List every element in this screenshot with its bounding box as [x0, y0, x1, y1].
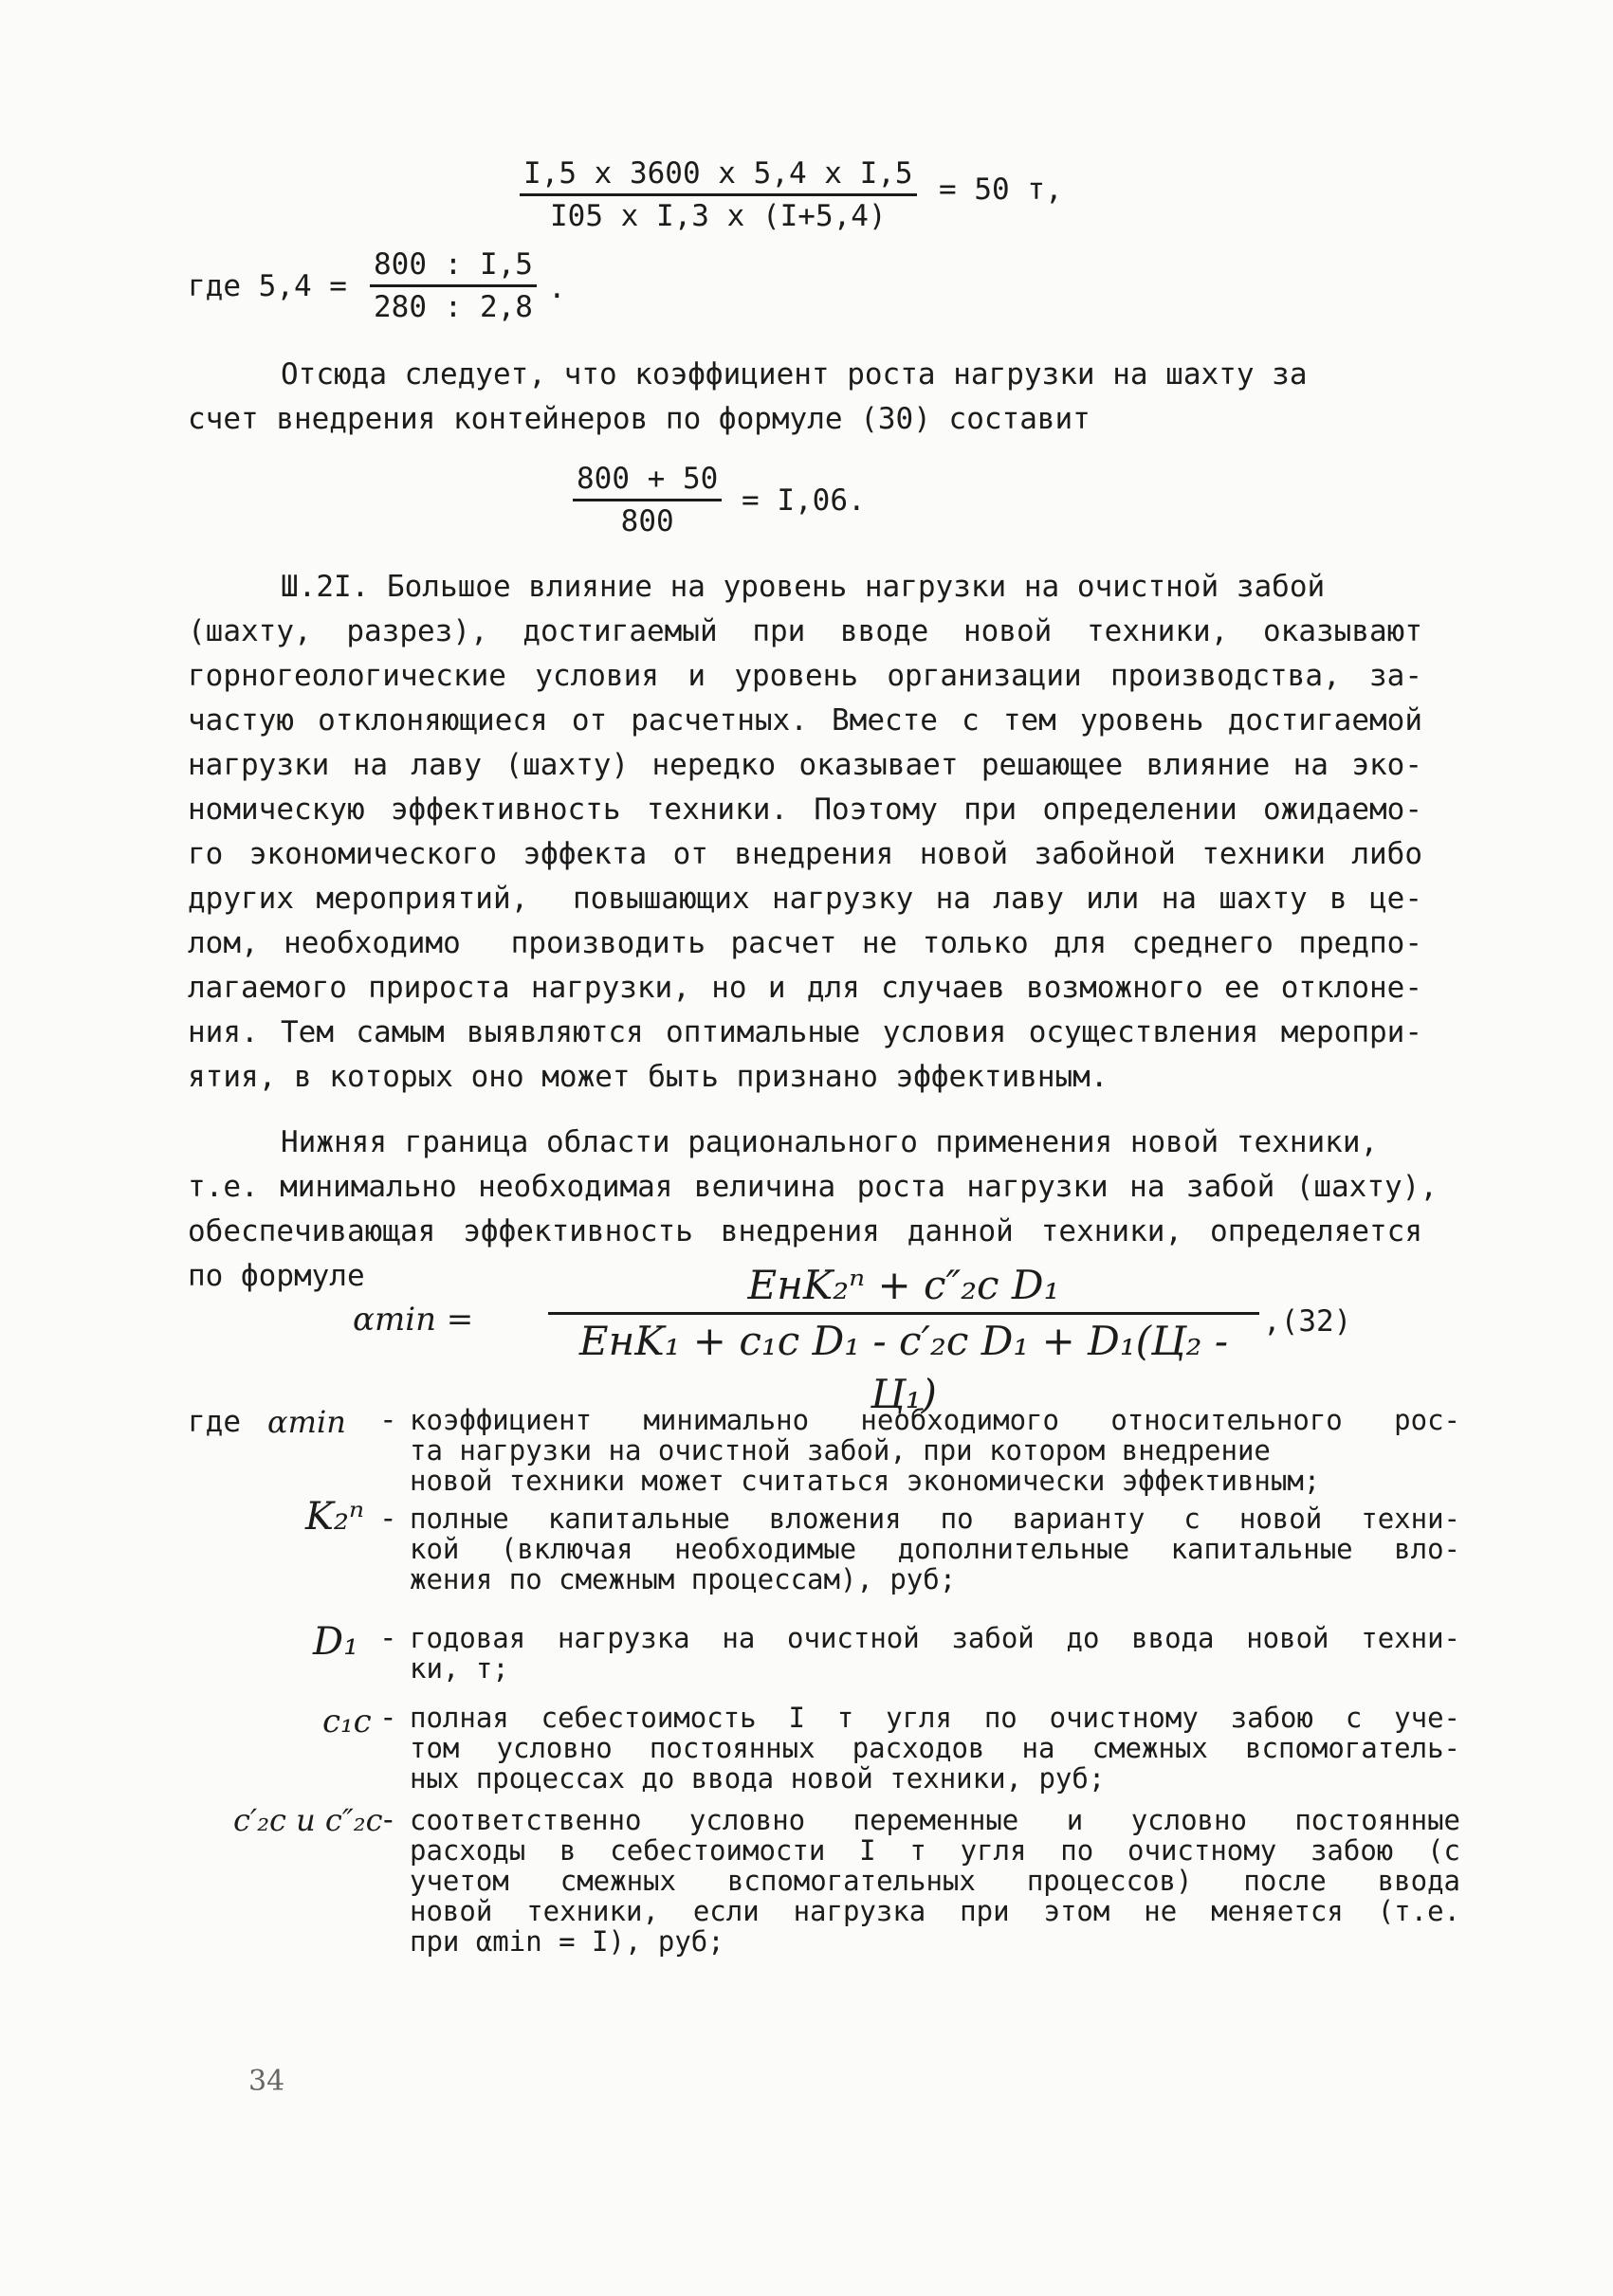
def-1-symbol: αmin: [267, 1404, 346, 1440]
def-4-dash: -: [379, 1701, 397, 1735]
where-1-denominator: 280 : 2,8: [374, 290, 533, 324]
def-2-line-1: полные капитальные вложения по варианту с новой техни-: [410, 1503, 1460, 1535]
formula-1-numerator: I,5 x 3600 x 5,4 x I,5: [520, 154, 917, 196]
def-4-symbol: c₁c: [322, 1703, 372, 1740]
para-2-line-1: Ш.2I. Большое влияние на уровень нагрузки на очистной забой: [281, 570, 1326, 604]
para-2-line-2: (шахту, разрез), достигаемый при вводе новой техники, оказывают: [188, 614, 1422, 648]
def-3: [410, 1623, 1460, 1684]
def-1-line-2: та нагрузки на очистной забой, при котором внедрение: [410, 1434, 1271, 1467]
def-3-line-1: годовая нагрузка на очистной забой до ввода новой техни-: [410, 1622, 1460, 1654]
def-5-line-2: расходы в себестоимости I т угля по очистному забою (с: [410, 1834, 1460, 1867]
def-3-dash: -: [379, 1621, 397, 1655]
para-1-line-1: Отсюда следует, что коэффициент роста нагрузки на шахту за: [281, 357, 1308, 392]
def-5-line-4: новой техники, если нагрузка при этом не меняется (т.е.: [410, 1895, 1460, 1927]
para-2-line-6: номическую эффективность техники. Поэтому при определении ожидаемо-: [188, 793, 1422, 827]
para-2-line-10: лагаемого прироста нагрузки, но и для случаев возможного ее отклоне-: [188, 971, 1422, 1005]
formula-32-denominator: EнK₁ + c₁c D₁ - c′₂c D₁ + D₁(Ц₂ - Ц₁): [578, 1318, 1229, 1417]
def-5-symbol: c′₂c и c″₂c: [233, 1802, 383, 1838]
where-1-numerator: 800 : I,5: [370, 245, 537, 287]
def-2: [410, 1503, 1460, 1594]
def-4-line-3: ных процессах до ввода новой техники, руб;: [410, 1762, 1106, 1795]
def-5: [410, 1805, 1460, 1957]
para-2-line-9: лом, необходимо производить расчет не только для среднего предпо-: [188, 926, 1422, 960]
def-5-line-5: при αmin = I), руб;: [410, 1925, 724, 1958]
para-2-line-11: ния. Тем самым выявляются оптимальные условия осуществления меропри-: [188, 1015, 1422, 1049]
def-3-symbol: D₁: [313, 1620, 359, 1664]
para-2-line-8: других мероприятий, повышающих нагрузку на лаву или на шахту в це-: [188, 882, 1422, 916]
formula-32: [548, 1259, 1259, 1421]
def-2-symbol: K₂ⁿ: [305, 1495, 365, 1539]
formula-2: [573, 459, 722, 541]
para-3-line-4: по формуле: [188, 1259, 365, 1293]
para-3-line-3: обеспечивающая эффективность внедрения данной техники, определяется: [188, 1214, 1422, 1248]
para-1-line-2: счет внедрения контейнеров по формуле (30) составит: [188, 402, 1091, 436]
page-number: 34: [248, 2065, 285, 2098]
formula-1-result: = 50 т,: [939, 173, 1063, 207]
def-2-line-2: кой (включая необходимые дополнительные капитальные вло-: [410, 1533, 1460, 1565]
def-1-line-3: новой техники может считаться экономически эффективным;: [410, 1465, 1321, 1497]
def-5-line-1: соответственно условно переменные и условно постоянные: [410, 1804, 1460, 1836]
para-2-line-5: нагрузки на лаву (шахту) нередко оказывает решающее влияние на эко-: [188, 748, 1422, 782]
para-2-line-7: го экономического эффекта от внедрения новой забойной техники либо: [188, 837, 1422, 871]
def-2-dash: -: [379, 1502, 397, 1536]
def-4-line-2: том условно постоянных расходов на смежных вспомогатель-: [410, 1732, 1460, 1764]
def-1-line-1: коэффициент минимально необходимого относительного рос-: [410, 1404, 1460, 1436]
def-2-line-3: жения по смежным процессам), руб;: [410, 1563, 957, 1595]
formula-32-lhs: αmin =: [353, 1301, 474, 1339]
formula-1-denominator: I05 x I,3 x (I+5,4): [550, 199, 887, 233]
para-3-line-1: Нижняя граница области рационального применения новой техники,: [281, 1125, 1379, 1159]
def-1-dash: -: [379, 1403, 397, 1437]
where-label: где: [188, 1405, 241, 1439]
formula-1: [520, 154, 917, 236]
formula-2-numerator: 800 + 50: [573, 459, 722, 501]
def-5-dash: -: [379, 1803, 397, 1837]
formula-32-numerator: EнK₂ⁿ + c″₂c D₁: [548, 1259, 1259, 1315]
def-5-line-3: учетом смежных вспомогательных процессов) после ввода: [410, 1865, 1460, 1897]
def-3-line-2: ки, т;: [410, 1652, 509, 1685]
formula-2-result: = I,06.: [742, 483, 866, 518]
def-4-line-1: полная себестоимость I т угля по очистному забою с уче-: [410, 1702, 1460, 1734]
para-2-line-12: ятия, в которых оно может быть признано эффективным.: [188, 1060, 1109, 1094]
def-1: [410, 1405, 1460, 1496]
para-2-line-4: частую отклоняющиеся от расчетных. Вместе с тем уровень достигаемой: [188, 703, 1422, 738]
formula-32-number: ,(32): [1263, 1304, 1352, 1339]
para-2-line-3: горногеологические условия и уровень организации производства, за-: [188, 659, 1422, 693]
where-1-suffix: .: [548, 271, 566, 305]
where-1-prefix: где 5,4 =: [188, 269, 347, 303]
formula-2-denominator: 800: [620, 504, 674, 538]
para-3-line-2: т.е. минимально необходимая величина роста нагрузки на забой (шахту),: [188, 1170, 1438, 1204]
where-1-fraction: [370, 245, 537, 327]
def-4: [410, 1703, 1460, 1794]
